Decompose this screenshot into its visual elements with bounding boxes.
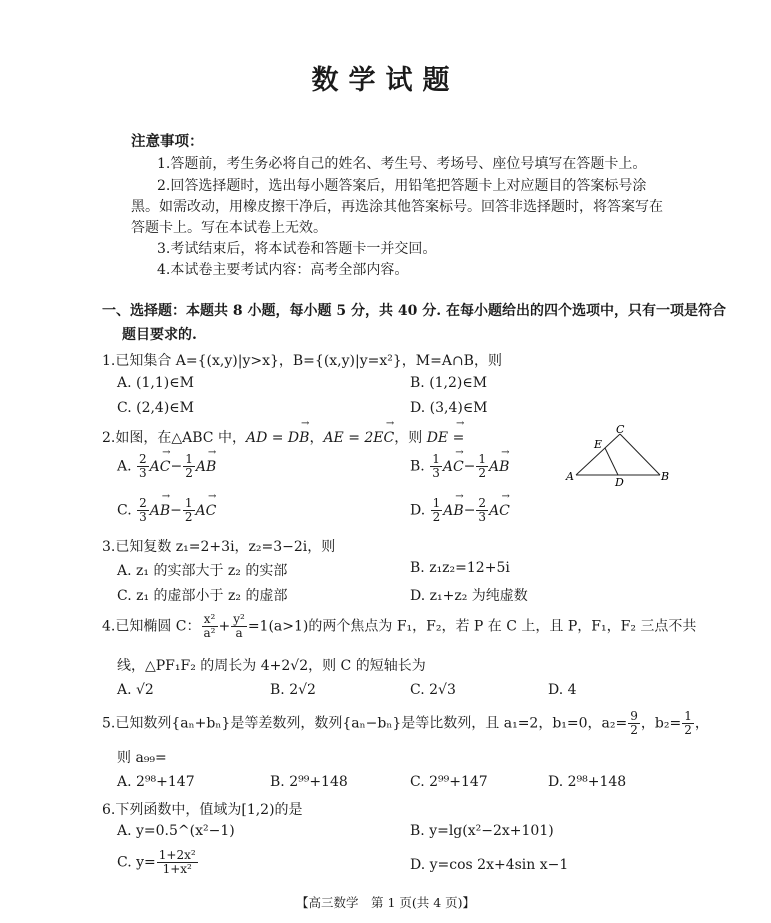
q5-option-a: A. 2⁹⁸+147 — [117, 774, 195, 790]
q2-option-c: C. $\frac{2}{3}$ → AB− $\frac{1}{2}$ → AC — [117, 497, 216, 524]
page-title: 数学试题 — [311, 65, 460, 96]
label-b: B — [661, 470, 670, 483]
q3-option-c: C. z₁ 的虚部小于 z₂ 的虚部 — [117, 588, 288, 604]
q5-option-d: D. 2⁹⁸+148 — [548, 774, 627, 790]
label-c: C — [616, 423, 625, 436]
q1-option-d: D. (3,4)∈M — [410, 400, 488, 416]
q4-option-b: B. 2√2 — [270, 682, 316, 698]
section-heading: 一、选择题：本题共 8 小题，每小题 5 分，共 40 分. 在每小题给出的四个选项中，只有一项是符合 — [102, 303, 726, 319]
notice-line: 2.回答选择题时，选出每小题答案后，用铅笔把答题卡上对应题目的答案标号涂 — [157, 178, 647, 194]
q4-option-d: D. 4 — [548, 682, 577, 698]
question-4-stem: 4.已知椭圆 C： $\frac{\text{x²}}{\text{a²}}$ + $\frac{\text{y²}}{a}$ =1(a>1)的两个焦点为 F₁，F₂，若 P 在 C 上，且 P，F₁，F₂ 三点不共 — [102, 612, 697, 640]
q1-option-c: C. (2,4)∈M — [117, 400, 194, 416]
page-footer: 【高三数学 第 1 页(共 4 页)】 — [295, 895, 476, 910]
question-4-line2: 线，△PF₁F₂ 的周长为 4+2√2，则 C 的短轴长为 — [117, 658, 426, 674]
q5-option-c: C. 2⁹⁹+147 — [410, 774, 488, 790]
question-2-stem: 2.如图，在△ABC 中，→ AD = DB，→ AE = 2EC，则 → DE = — [102, 427, 464, 447]
notice-heading: 注意事项： — [131, 134, 204, 150]
q3-option-a: A. z₁ 的实部大于 z₂ 的实部 — [117, 563, 288, 579]
q2-option-b: B. $\frac{1}{3}$ → AC− $\frac{1}{2}$ → AB — [410, 453, 509, 480]
q6-option-c: C. y= $\frac{\text{1+2x²}}{\text{1+x²}}$ — [117, 848, 196, 876]
section-heading-cont: 题目要求的. — [122, 327, 197, 343]
label-e: E — [594, 438, 603, 451]
notice-line: 4.本试卷主要考试内容：高考全部内容。 — [157, 262, 409, 278]
question-6-stem: 6.下列函数中，值域为[1,2)的是 — [102, 802, 303, 818]
question-5-stem: 5.已知数列{aₙ+bₙ}是等差数列，数列{aₙ−bₙ}是等比数列，且 a₁=2，b₁=0，a₂= $\frac{9}{2}$ ，b₂= $\frac{1}{2}$ ， — [102, 709, 709, 737]
notice-line: 黑。如需改动，用橡皮擦干净后，再选涂其他答案标号。回答非选择题时，将答案写在 — [131, 199, 663, 215]
q4-option-c: C. 2√3 — [410, 682, 456, 698]
q2-option-d: D. $\frac{1}{2}$ → AB− $\frac{2}{3}$ → AC — [410, 497, 510, 524]
label-d: D — [615, 476, 624, 487]
q3-option-b: B. z₁z₂=12+5i — [410, 560, 510, 576]
notice-line: 答题卡上。写在本试卷上无效。 — [131, 220, 327, 236]
q6-option-b: B. y=lg(x²−2x+101) — [410, 823, 554, 839]
notice-line: 3.考试结束后，将本试卷和答题卡一并交回。 — [157, 241, 437, 257]
q3-option-d: D. z₁+z₂ 为纯虚数 — [410, 588, 528, 604]
question-1-stem: 1.已知集合 A={(x,y)|y>x}，B={(x,y)|y=x²}，M=A∩B，则 — [102, 353, 502, 369]
notice-line: 1.答题前，考生务必将自己的姓名、考生号、考场号、座位号填写在答题卡上。 — [157, 156, 647, 172]
question-5-line2: 则 a₉₉= — [117, 750, 167, 766]
q1-option-a: A. (1,1)∈M — [117, 375, 194, 391]
side-cb — [620, 434, 660, 475]
q5-option-b: B. 2⁹⁹+148 — [270, 774, 348, 790]
q1-option-b: B. (1,2)∈M — [410, 375, 488, 391]
segment-de — [605, 448, 618, 475]
question-3-stem: 3.已知复数 z₁=2+3i，z₂=3−2i，则 — [102, 539, 336, 555]
q6-option-a: A. y=0.5^(x²−1) — [117, 823, 235, 839]
label-a: A — [566, 470, 574, 483]
q2-option-a: A. $\frac{2}{3}$ → AC− $\frac{1}{2}$ → AB — [117, 453, 216, 480]
q4-option-a: A. √2 — [117, 682, 154, 698]
q6-option-d: D. y=cos 2x+4sin x−1 — [410, 857, 569, 873]
triangle-figure — [560, 422, 675, 487]
